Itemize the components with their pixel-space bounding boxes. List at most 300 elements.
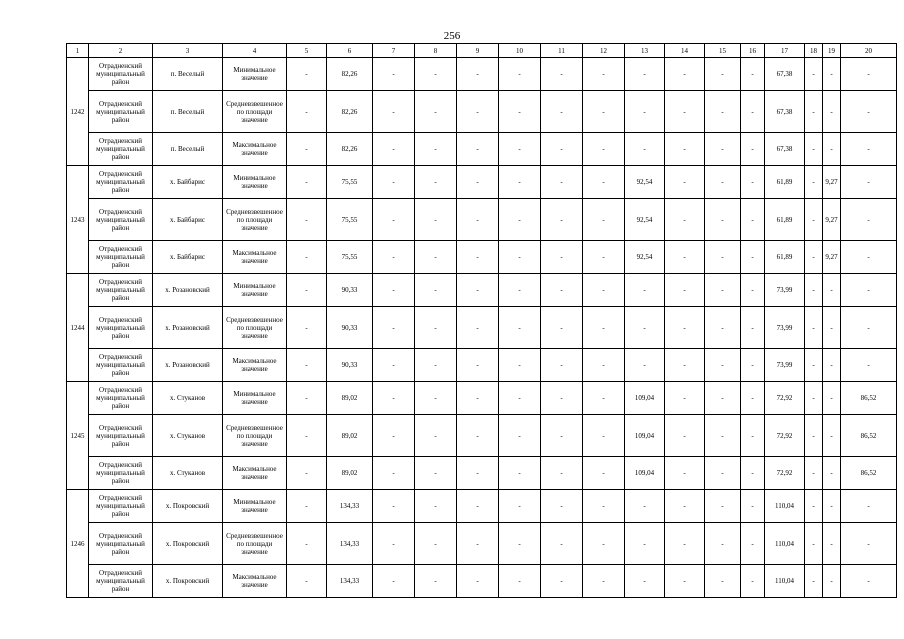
table-cell: 109,04 — [625, 382, 665, 415]
table-cell: - — [705, 241, 741, 274]
table-cell: - — [625, 133, 665, 166]
table-cell: Отрадненский муниципальный район — [89, 91, 153, 133]
table-cell: - — [415, 91, 457, 133]
row-number-cell: 1242 — [67, 58, 89, 166]
table-cell: 82,26 — [327, 91, 373, 133]
table-cell: - — [805, 382, 823, 415]
table-cell: 110,04 — [765, 565, 805, 598]
table-cell: - — [741, 199, 765, 241]
table-cell: - — [583, 490, 625, 523]
table-cell: - — [541, 199, 583, 241]
table-cell: х. Розановский — [153, 274, 223, 307]
table-cell: 92,54 — [625, 199, 665, 241]
table-cell: - — [741, 91, 765, 133]
table-cell: - — [705, 457, 741, 490]
table-cell: - — [457, 274, 499, 307]
table-cell: - — [373, 565, 415, 598]
table-cell: - — [665, 58, 705, 91]
table-cell: - — [287, 58, 327, 91]
table-cell: 82,26 — [327, 133, 373, 166]
table-cell: 73,99 — [765, 274, 805, 307]
table-cell: - — [841, 274, 897, 307]
table-cell: 72,92 — [765, 382, 805, 415]
table-cell: - — [287, 523, 327, 565]
table-cell: Минимальное значение — [223, 382, 287, 415]
table-cell: - — [841, 349, 897, 382]
table-cell: - — [625, 307, 665, 349]
table-cell: - — [541, 307, 583, 349]
table-cell: - — [541, 490, 583, 523]
table-cell: - — [415, 307, 457, 349]
table-cell: - — [823, 274, 841, 307]
table-cell: п. Веселый — [153, 91, 223, 133]
table-cell: х. Покровский — [153, 565, 223, 598]
table-cell: - — [583, 91, 625, 133]
table-cell: х. Стуканов — [153, 415, 223, 457]
table-cell: - — [499, 307, 541, 349]
table-cell: х. Байбарис — [153, 166, 223, 199]
table-cell: - — [583, 307, 625, 349]
table-cell: Средневзвешенное по площади значение — [223, 415, 287, 457]
row-number-cell: 1243 — [67, 166, 89, 274]
table-cell: х. Розановский — [153, 349, 223, 382]
table-cell: х. Розановский — [153, 307, 223, 349]
table-row — [67, 274, 897, 307]
table-cell: 86,52 — [841, 415, 897, 457]
table-cell: Отрадненский муниципальный район — [89, 382, 153, 415]
table-cell: - — [373, 457, 415, 490]
table-cell: - — [841, 523, 897, 565]
table-cell: - — [823, 133, 841, 166]
table-cell: 90,33 — [327, 274, 373, 307]
table-cell: - — [805, 199, 823, 241]
table-cell: - — [705, 199, 741, 241]
table-cell: - — [499, 457, 541, 490]
table-cell: - — [665, 349, 705, 382]
table-cell: - — [541, 241, 583, 274]
table-cell: Минимальное значение — [223, 490, 287, 523]
table-cell: 134,33 — [327, 490, 373, 523]
table-cell: 73,99 — [765, 307, 805, 349]
table-row — [67, 91, 897, 133]
table-cell: - — [541, 133, 583, 166]
table-cell: Минимальное значение — [223, 274, 287, 307]
table-cell: - — [415, 349, 457, 382]
table-cell: - — [415, 382, 457, 415]
column-header: 3 — [153, 44, 223, 58]
table-cell: - — [741, 166, 765, 199]
table-cell: - — [665, 457, 705, 490]
table-cell: Отрадненский муниципальный район — [89, 58, 153, 91]
table-row — [67, 199, 897, 241]
table-cell: - — [287, 457, 327, 490]
table-cell: - — [741, 490, 765, 523]
table-cell: 109,04 — [625, 457, 665, 490]
table-cell: - — [287, 166, 327, 199]
table-cell: - — [415, 490, 457, 523]
table-cell: х. Стуканов — [153, 457, 223, 490]
table-cell: - — [373, 91, 415, 133]
table-cell: - — [705, 349, 741, 382]
table-row — [67, 523, 897, 565]
table-cell: - — [805, 166, 823, 199]
table-cell: - — [541, 565, 583, 598]
table-cell: - — [541, 58, 583, 91]
table-cell: - — [499, 382, 541, 415]
table-row — [67, 565, 897, 598]
column-header: 7 — [373, 44, 415, 58]
table-cell: - — [823, 490, 841, 523]
table-cell: - — [823, 565, 841, 598]
table-cell: Средневзвешенное по площади значение — [223, 307, 287, 349]
table-cell: - — [583, 133, 625, 166]
table-cell: Отрадненский муниципальный район — [89, 166, 153, 199]
table-cell: - — [457, 490, 499, 523]
table-cell: - — [583, 523, 625, 565]
data-table — [66, 43, 897, 598]
table-cell: - — [705, 91, 741, 133]
column-header: 19 — [823, 44, 841, 58]
column-header: 18 — [805, 44, 823, 58]
table-cell: - — [457, 166, 499, 199]
column-header: 5 — [287, 44, 327, 58]
table-cell: 67,38 — [765, 58, 805, 91]
table-cell: - — [499, 241, 541, 274]
table-cell: - — [541, 523, 583, 565]
table-cell: - — [625, 58, 665, 91]
table-cell: - — [499, 565, 541, 598]
table-cell: - — [841, 58, 897, 91]
table-cell: - — [373, 274, 415, 307]
table-cell: - — [625, 565, 665, 598]
table-cell: - — [583, 241, 625, 274]
table-cell: - — [457, 349, 499, 382]
table-cell: - — [805, 523, 823, 565]
table-cell: - — [823, 307, 841, 349]
table-cell: - — [373, 199, 415, 241]
table-cell: - — [287, 565, 327, 598]
table-cell: - — [741, 565, 765, 598]
table-cell: 73,99 — [765, 349, 805, 382]
table-cell: 75,55 — [327, 166, 373, 199]
table-cell: - — [665, 415, 705, 457]
table-cell: - — [805, 415, 823, 457]
table-cell: - — [841, 133, 897, 166]
table-cell: Средневзвешенное по площади значение — [223, 91, 287, 133]
table-cell: - — [805, 274, 823, 307]
column-header: 10 — [499, 44, 541, 58]
column-header: 17 — [765, 44, 805, 58]
table-cell: 61,89 — [765, 241, 805, 274]
table-cell: - — [665, 523, 705, 565]
table-cell: - — [625, 490, 665, 523]
table-cell: - — [805, 307, 823, 349]
table-cell: - — [415, 241, 457, 274]
table-cell: - — [499, 523, 541, 565]
table-cell: х. Покровский — [153, 490, 223, 523]
table-cell: - — [499, 58, 541, 91]
table-cell: - — [583, 349, 625, 382]
table-cell: - — [625, 349, 665, 382]
table-cell: 67,38 — [765, 91, 805, 133]
table-cell: - — [415, 166, 457, 199]
table-row — [67, 241, 897, 274]
row-number-cell: 1244 — [67, 274, 89, 382]
table-cell: - — [705, 166, 741, 199]
table-cell: Отрадненский муниципальный район — [89, 274, 153, 307]
table-cell: - — [499, 415, 541, 457]
table-cell: 109,04 — [625, 415, 665, 457]
table-cell: Максимальное значение — [223, 133, 287, 166]
table-cell: - — [541, 274, 583, 307]
table-cell: Максимальное значение — [223, 457, 287, 490]
table-cell: - — [583, 415, 625, 457]
table-cell: - — [841, 241, 897, 274]
table-cell: 9,27 — [823, 166, 841, 199]
table-cell: - — [741, 307, 765, 349]
table-cell: - — [741, 457, 765, 490]
table-row — [67, 457, 897, 490]
table-cell: - — [373, 523, 415, 565]
table-cell: Отрадненский муниципальный район — [89, 490, 153, 523]
table-cell: - — [665, 199, 705, 241]
table-cell: Максимальное значение — [223, 241, 287, 274]
table-cell: - — [665, 565, 705, 598]
table-cell: - — [705, 490, 741, 523]
table-cell: Средневзвешенное по площади значение — [223, 199, 287, 241]
table-cell: - — [823, 58, 841, 91]
table-cell: 86,52 — [841, 457, 897, 490]
table-row — [67, 490, 897, 523]
table-cell: 61,89 — [765, 199, 805, 241]
table-cell: - — [741, 349, 765, 382]
table-cell: - — [741, 274, 765, 307]
table-cell: х. Покровский — [153, 523, 223, 565]
table-cell: - — [741, 58, 765, 91]
table-cell: 92,54 — [625, 166, 665, 199]
table-cell: 61,89 — [765, 166, 805, 199]
table-cell: - — [457, 382, 499, 415]
table-cell: - — [583, 58, 625, 91]
table-cell: - — [415, 199, 457, 241]
table-cell: 90,33 — [327, 349, 373, 382]
table-cell: - — [457, 457, 499, 490]
table-cell: - — [665, 241, 705, 274]
table-cell: - — [665, 91, 705, 133]
table-cell: - — [805, 91, 823, 133]
table-cell: - — [823, 457, 841, 490]
table-cell: - — [415, 58, 457, 91]
table-cell: - — [415, 457, 457, 490]
table-cell: - — [805, 565, 823, 598]
table-cell: - — [805, 133, 823, 166]
table-cell: - — [823, 415, 841, 457]
table-cell: - — [457, 199, 499, 241]
table-cell: - — [499, 133, 541, 166]
table-cell: х. Байбарис — [153, 241, 223, 274]
table-cell: - — [415, 565, 457, 598]
table-cell: Отрадненский муниципальный район — [89, 415, 153, 457]
table-cell: - — [705, 523, 741, 565]
table-cell: 89,02 — [327, 457, 373, 490]
table-cell: 9,27 — [823, 241, 841, 274]
table-cell: 89,02 — [327, 382, 373, 415]
table-cell: - — [541, 382, 583, 415]
table-cell: - — [841, 91, 897, 133]
column-header: 9 — [457, 44, 499, 58]
table-cell: - — [373, 349, 415, 382]
table-row — [67, 307, 897, 349]
table-cell: 9,27 — [823, 199, 841, 241]
table-cell: - — [705, 307, 741, 349]
table-cell: - — [841, 307, 897, 349]
table-cell: 75,55 — [327, 199, 373, 241]
table-cell: - — [705, 274, 741, 307]
table-cell: Отрадненский муниципальный район — [89, 523, 153, 565]
table-cell: - — [287, 199, 327, 241]
table-cell: 89,02 — [327, 415, 373, 457]
table-cell: - — [373, 166, 415, 199]
table-cell: Отрадненский муниципальный район — [89, 199, 153, 241]
table-cell: - — [583, 199, 625, 241]
table-cell: - — [705, 58, 741, 91]
table-cell: - — [541, 457, 583, 490]
table-cell: п. Веселый — [153, 133, 223, 166]
table-cell: Отрадненский муниципальный район — [89, 133, 153, 166]
table-cell: - — [287, 241, 327, 274]
table-cell: - — [457, 241, 499, 274]
table-cell: - — [499, 199, 541, 241]
table-cell: - — [457, 307, 499, 349]
table-cell: - — [287, 490, 327, 523]
table-cell: - — [287, 382, 327, 415]
table-cell: 75,55 — [327, 241, 373, 274]
table-cell: - — [499, 274, 541, 307]
table-cell: 110,04 — [765, 523, 805, 565]
table-cell: Минимальное значение — [223, 58, 287, 91]
table-cell: - — [457, 415, 499, 457]
header-row — [67, 44, 897, 58]
table-cell: - — [665, 490, 705, 523]
table-cell: - — [841, 565, 897, 598]
table-cell: - — [665, 133, 705, 166]
table-cell: - — [415, 274, 457, 307]
table-cell: - — [741, 523, 765, 565]
table-cell: - — [373, 415, 415, 457]
table-cell: х. Стуканов — [153, 382, 223, 415]
table-cell: Максимальное значение — [223, 349, 287, 382]
row-number-cell: 1246 — [67, 490, 89, 598]
table-cell: - — [287, 91, 327, 133]
table-cell: - — [625, 523, 665, 565]
table-cell: 134,33 — [327, 523, 373, 565]
table-cell: Отрадненский муниципальный район — [89, 241, 153, 274]
table-cell: - — [823, 382, 841, 415]
table-row — [67, 382, 897, 415]
table-row — [67, 166, 897, 199]
table-cell: - — [665, 382, 705, 415]
table-cell: - — [823, 523, 841, 565]
column-header: 2 — [89, 44, 153, 58]
table-cell: 90,33 — [327, 307, 373, 349]
table-cell: Средневзвешенное по площади значение — [223, 523, 287, 565]
column-header: 6 — [327, 44, 373, 58]
table-cell: Отрадненский муниципальный район — [89, 349, 153, 382]
table-cell: - — [373, 241, 415, 274]
table-cell: 82,26 — [327, 58, 373, 91]
table-cell: Отрадненский муниципальный район — [89, 307, 153, 349]
table-cell: - — [541, 349, 583, 382]
column-header: 1 — [67, 44, 89, 58]
table-cell: - — [841, 199, 897, 241]
table-cell: - — [541, 91, 583, 133]
table-cell: - — [457, 523, 499, 565]
table-cell: - — [705, 382, 741, 415]
table-cell: - — [823, 91, 841, 133]
table-cell: - — [287, 307, 327, 349]
table-cell: - — [805, 457, 823, 490]
table-cell: 110,04 — [765, 490, 805, 523]
table-cell: - — [625, 91, 665, 133]
table-cell: п. Веселый — [153, 58, 223, 91]
table-cell: - — [415, 523, 457, 565]
table-cell: - — [373, 382, 415, 415]
page-number: 256 — [443, 30, 461, 42]
table-row — [67, 133, 897, 166]
table-cell: - — [373, 133, 415, 166]
table-cell: - — [841, 166, 897, 199]
table-cell: - — [415, 133, 457, 166]
table-cell: - — [457, 565, 499, 598]
table-cell: - — [499, 166, 541, 199]
table-cell: - — [841, 490, 897, 523]
table-row — [67, 58, 897, 91]
table-cell: - — [499, 490, 541, 523]
table-cell: - — [805, 490, 823, 523]
table-cell: - — [541, 166, 583, 199]
table-cell: - — [741, 382, 765, 415]
table-cell: - — [373, 490, 415, 523]
table-cell: - — [457, 58, 499, 91]
row-number-cell: 1245 — [67, 382, 89, 490]
table-cell: - — [665, 274, 705, 307]
table-cell: Максимальное значение — [223, 565, 287, 598]
table-cell: - — [373, 307, 415, 349]
column-header: 11 — [541, 44, 583, 58]
table-cell: 67,38 — [765, 133, 805, 166]
table-cell: - — [741, 133, 765, 166]
table-cell: - — [583, 274, 625, 307]
table-cell: - — [499, 91, 541, 133]
table-cell: - — [741, 241, 765, 274]
table-cell: 134,33 — [327, 565, 373, 598]
table-cell: - — [823, 349, 841, 382]
table-cell: - — [741, 415, 765, 457]
table-cell: - — [625, 274, 665, 307]
table-cell: - — [541, 415, 583, 457]
table-cell: - — [287, 274, 327, 307]
table-row — [67, 415, 897, 457]
table-cell: - — [287, 349, 327, 382]
column-header: 20 — [841, 44, 897, 58]
column-header: 4 — [223, 44, 287, 58]
column-header: 13 — [625, 44, 665, 58]
table-cell: - — [583, 166, 625, 199]
table-cell: - — [705, 133, 741, 166]
table-cell: - — [415, 415, 457, 457]
table-cell: - — [805, 58, 823, 91]
column-header: 15 — [705, 44, 741, 58]
